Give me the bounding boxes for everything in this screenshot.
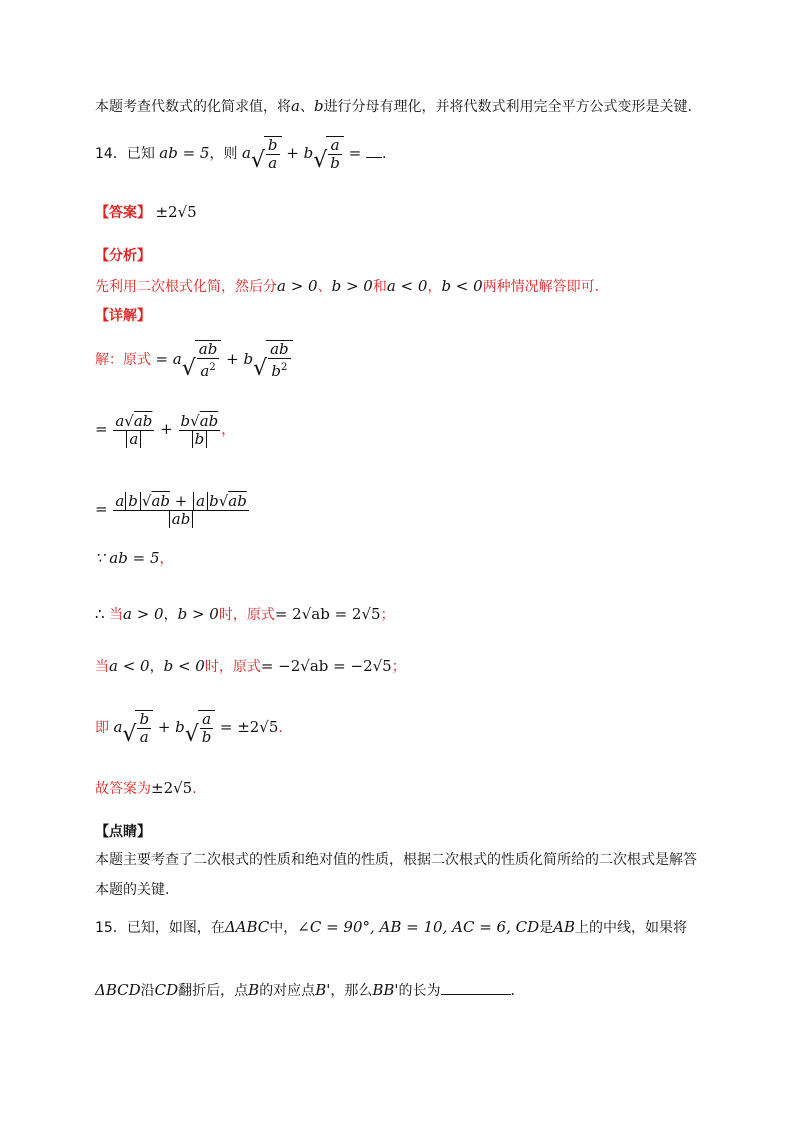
expression: a √ $\frac{b}{a}$ + b √ $\frac{a}{b}$ (113, 718, 215, 736)
expression: = $\frac{a√ab}{a}$ + $\frac{b√ab}{b}$ (95, 411, 219, 448)
detail-label: 【详解】 (95, 308, 151, 324)
text: 中， (269, 920, 298, 936)
condition: a > 0 (277, 277, 318, 295)
detail-step-5 (95, 604, 395, 625)
expression: = 2√ab = 2√5 (274, 605, 381, 623)
triangle-bcd: ΔBCD (95, 981, 141, 999)
text: 和 (372, 279, 387, 295)
conclusion (95, 778, 197, 799)
question-number: 14．已知 (95, 146, 155, 162)
text: ， (163, 607, 178, 623)
expression: a √ $\frac{b}{a}$ + b √ $\frac{a}{b}$ = (242, 144, 382, 162)
text: 故答案为 (95, 781, 151, 797)
therefore-symbol: ∴ (95, 605, 105, 623)
text: 先利用二次根式化简，然后分 (95, 279, 277, 295)
text: 沿 (140, 983, 155, 999)
conclusion-value: ±2√5 (151, 779, 193, 797)
condition: a < 0 (109, 657, 150, 675)
question-14 (95, 131, 386, 176)
text: 时，原式 (204, 659, 261, 675)
segment-cd: CD (154, 981, 179, 999)
previous-comment-line (95, 96, 692, 117)
text: 上的中线，如果将 (575, 920, 687, 936)
text: 、 (317, 279, 332, 295)
text: . (382, 146, 387, 162)
point-b-prime: B' (315, 981, 331, 999)
analysis-text (95, 276, 599, 297)
text: ， (427, 279, 442, 295)
detail-step-6 (95, 656, 406, 677)
expression: = −2√ab = −2√5 (260, 657, 392, 675)
answer-blank (441, 980, 511, 995)
text: . (278, 720, 283, 736)
text: ； (380, 607, 395, 623)
text: 时，原式 (218, 607, 275, 623)
answer-line (95, 202, 197, 223)
segment-bb-prime: BB' (372, 981, 399, 999)
var-a: a (291, 97, 300, 115)
condition: a > 0 (123, 605, 164, 623)
condition: ab = 5 (159, 144, 210, 162)
text: ； (391, 659, 406, 675)
text: . (510, 983, 515, 999)
text: ， (149, 659, 164, 675)
text: 即 (95, 720, 109, 736)
text: ，那么 (330, 983, 373, 999)
text: 解：原式 (95, 352, 151, 368)
expression: = $\frac{\text{a b √ab + a b√ab}}{ab}$ (95, 491, 247, 528)
condition: b > 0 (177, 605, 219, 623)
segment-ab: AB (553, 918, 575, 936)
detail-step-3 (95, 486, 250, 533)
comment-label: 【点睛】 (95, 824, 151, 840)
given-conditions: ∠C = 90°, AB = 10, AC = 6, CD (297, 918, 540, 936)
text: 本题考查代数式的化简求值，将 (95, 99, 291, 115)
text: 是 (539, 920, 554, 936)
result: = ±2√5 (219, 718, 279, 736)
text: 的长为 (398, 983, 441, 999)
text: . (192, 781, 197, 797)
text: 的对应点 (259, 983, 316, 999)
detail-step-4 (95, 548, 174, 569)
detail-step-7 (95, 704, 283, 751)
condition: b < 0 (163, 657, 205, 675)
var-b: b (313, 97, 324, 115)
text: ， (221, 422, 236, 438)
answer-value: ±2√5 (155, 203, 197, 221)
point-b: B (248, 981, 260, 999)
question-15-line-2 (95, 980, 515, 1001)
expression: = a √ $\frac{ab}{a^2}$ + b √ $\frac{ab}{b^2}$ (155, 350, 292, 368)
triangle-abc: ΔABC (224, 918, 270, 936)
text: 、 (299, 99, 314, 115)
detail-step-1 (95, 336, 293, 383)
text: 当 (95, 659, 109, 675)
text: 翻折后，点 (178, 983, 249, 999)
condition: b > 0 (331, 277, 373, 295)
comment-line-1: 本题主要考查了二次根式的性质和绝对值的性质，根据二次根式的性质化简所给的二次根式是解答 (95, 852, 697, 868)
comment-line-2: 本题的关键. (95, 882, 170, 898)
answer-blank (366, 147, 382, 158)
expression: ∵ ab = 5 (95, 549, 160, 567)
text: 两种情况解答即可. (482, 279, 600, 295)
answer-label: 【答案】 (95, 205, 151, 221)
detail-step-2 (95, 404, 235, 455)
question-number: 15．已知，如图，在 (95, 920, 225, 936)
text: 进行分母有理化，并将代数式利用完全平方公式变形是关键. (323, 99, 693, 115)
condition: a < 0 (386, 277, 428, 295)
condition: b < 0 (441, 277, 483, 295)
analysis-label: 【分析】 (95, 248, 151, 264)
question-15-line-1 (95, 917, 687, 938)
text: ，则 (209, 146, 238, 162)
text: 当 (109, 607, 123, 623)
text: ， (159, 551, 174, 567)
